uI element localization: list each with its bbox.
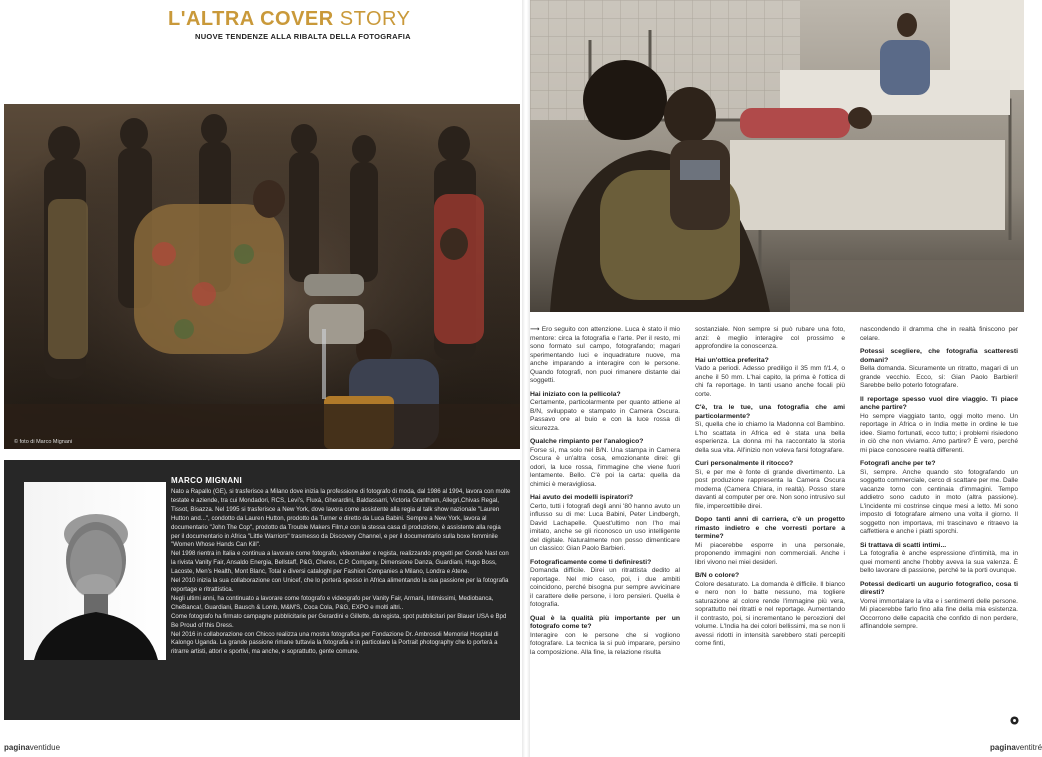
interview-answer: Ho sempre viaggiato tanto, oggi molto meno. Un reportage in Africa o in India mette in ordine le tue idee. Siamo fortunati, ecco tutto; i problemi risiedono in ciò che non viviamo. Amo partire? È vero, perché mi piace conoscere realtà differenti.	[860, 412, 1018, 454]
interview-question: C'è, tra le tue, una fotografia che ami particolarmente?	[695, 404, 845, 420]
interview-question: Dopo tanti anni di carriera, c'è un progetto rimasto indietro e che vorresti portare a termine?	[695, 516, 845, 540]
bio-name: MARCO MIGNANI	[171, 476, 243, 485]
interview-answer: La fotografia è anche espressione d'intimità, ma in quei momenti anche l'hobby aveva la sua valenza. È bello lavorare di passione, perché te la porti ovunque.	[860, 550, 1018, 574]
page-gutter	[522, 0, 530, 757]
interview-answer: Vado a periodi. Adesso prediligo il 35 mm f/1.4, o anche il 50 mm. L'hai capito, la prima è l'ottica di chi fa reportage. In tanti usano anche focali più corte.	[695, 365, 845, 398]
interview-answer: Sì, quella che io chiamo la Madonna col Bambino. L'ho scattata in Africa ed è stata una bella esperienza. La donna mi ha raccontato la storia della sua vita. All'inizio non voleva farsi fotografare.	[695, 421, 845, 454]
interview-question: Si trattava di scatti intimi...	[860, 541, 947, 549]
arrow-icon: ⟶	[530, 326, 542, 333]
bio-box	[4, 460, 520, 720]
interview-answer: nascondendo il dramma che in realtà finiscono per celare.	[860, 326, 1018, 342]
bio-paragraph: Come fotografo ha firmato campagne pubblicitarie per Gerardini e Gillette, da regista, spot pubblicitari per Blauer USA e Bpd Be Proud of this Dress.	[171, 612, 507, 629]
interview-answer: sostanziale. Non sempre si può rubare una foto, anzi: è meglio interagire col prossimo e approfondire la conoscenza.	[695, 326, 845, 350]
interview-question: Potessi scegliere, che fotografia scatteresti domani?	[860, 348, 1018, 364]
portrait-image	[24, 482, 166, 660]
photo-hospital-image	[530, 0, 1024, 312]
right-page	[530, 0, 1042, 757]
interview-question: Fotograficamente come ti definiresti?	[530, 558, 652, 566]
interview-answer: Colore desaturato. La domanda è difficile. Il bianco e nero non lo batte nessuno, ma togliere saturazione al colore rende l'immagine più vera, soprattutto nei ritratti e nel reportage. Aumentando il contrasto, poi, si incrementano le percezioni del volume. L'India ha dei colori bellissimi, ma se non li avessi ridotti in intensità sarebbero stati percepiti come finti,	[695, 580, 845, 647]
interview-answer: Certo, tutti i fotografi degli anni '80 hanno avuto un influsso su di me: Luca Babini, Peter Lindbergh, David Lachapelle. Quest'ultimo non l'ho mai imitato, anche se gli riconosco un uso intelligente del digitale. Naturalmente non posso dimenticare un classico: Gian Paolo Barbieri.	[530, 502, 680, 552]
interview-answer: Sì, sempre. Anche quando sto fotografando un soggetto commerciale, cerco di scattare per me. Dalle vacanze torno con centinaia d'immagini. Tempo addietro sono caduto in moto (altra passione). L'incidente mi costrinse cinque mesi a letto. Mi sono imposto di fotografare almeno una volta il giorno. Il soggetto non importava, mi trascinavo e ritraevo la caffettiera e anche i piatti sporchi.	[860, 468, 1018, 535]
interview-question: Hai avuto dei modelli ispiratori?	[530, 494, 634, 501]
page-title	[168, 8, 410, 31]
interview-answer: Sì, e per me è fonte di grande divertimento. La post produzione rappresenta la Camera Oscura moderna (Camera Chiara, in realtà). Posso stare davanti al computer per ore. Non sono intrusivo sul file, impercettibile direi.	[695, 468, 845, 510]
footer-left	[4, 743, 60, 752]
bio-paragraph: Nel 2016 in collaborazione con Chicco realizza una mostra fotografica per Fondazione Dr. Ambrosoli Memorial Hospital di Kalongo Uganda. La grande passione rimane tuttavia la fotografia e in particolare la Portrait photography che lo porterà a ritrarre artisti, attori e sportivi, ma anche, e soprattutto, gente comune.	[171, 630, 499, 656]
title-light: STORY	[339, 8, 411, 30]
interview-answer: Interagire con le persone che si vogliono fotografare. La tecnica la si può imparare, persino la composizione. Alla fine, la relazione risulta	[530, 631, 680, 656]
page-subtitle: NUOVE TENDENZE ALLA RIBALTA DELLA FOTOGRAFIA	[195, 32, 411, 41]
title-bold: L'ALTRA COVER	[168, 8, 334, 30]
interview-question: Qualche rimpianto per l'analogico?	[530, 438, 644, 445]
photo-credit: © foto di Marco Mignani	[14, 439, 73, 445]
interview-answer: Bella domanda. Sicuramente un ritratto, magari di un grande vecchio. Ecco, sì: Gian Paolo Barbieri! Sarebbe bello poterlo fotografare.	[860, 365, 1018, 389]
footer-right-rest: ventitré	[1015, 743, 1042, 752]
bio-paragraph: Nato a Rapallo (GE), si trasferisce a Milano dove inizia la professione di fotografo di moda, dal 1986 al 1994, lavora con molte testate e aziende, tra cui Mondadori, RCS, Levi's, Fluxá, Gherardini, Baldassarri, Victoria Grantham, Allegri,Chivas Regal, Tissot, Bisazza. Nel 1995 si trasferisce a New York, dove lavora come assistente alla regia al talk show nazionale "Lauren Hutton and...", condotto da Lauren Hutton, prodotto da Turner e diretto da Luca Babini. Sempre a New York, lavora al documentario "John The Cop", prodotto da Trouble Makers Film,e con la stessa casa di produzione, è assistente alla regia per il documentario in Africa "Little Warriors" trasmesso da Discovery Channel, e per il documentario sulla boxe femminile "Women Whose Hands Can Kill".	[171, 488, 511, 549]
interview-column-1	[530, 326, 680, 657]
interview-question: Qual è la qualità più importante per un fotografo come te?	[530, 614, 680, 630]
interview-answer: Domanda difficile. Direi un ritrattista dedito al reportage. Nel mio caso, poi, i due ambiti coincidono, perché bisogna pur sempre avvicinare il carattere delle persone, i loro pensieri. Quella è fotografia.	[530, 567, 680, 608]
interview-question: Fotografi anche per te?	[860, 460, 936, 467]
interview-question: Hai un'ottica preferita?	[695, 356, 769, 364]
interview-question: B/N o colore?	[695, 572, 740, 579]
interview-column-2	[695, 326, 845, 649]
bio-paragraph: Nel 1998 rientra in Italia e continua a lavorare come fotografo, videomaker e regista, realizzando progetti per Condè Nast con la rivista Vanity Fair, Ansaldo Energia, Bellstaff, P&G, Cheres, C.P. Company, Dimensione Danza, Guardiani, Hugo Boss, Lacoste, Men's Health, Mont Blanc, Total e diversi cataloghi per Fashion Companies a Milano, Londra e Atene.	[171, 550, 509, 576]
photo-hospital-mother-child	[530, 0, 1024, 312]
portrait-photo	[24, 482, 166, 660]
interview-question: Potessi dedicarti un augurio fotografico, cosa ti diresti?	[860, 580, 1018, 596]
footer-left-bold: pagina	[4, 743, 30, 752]
bio-text	[171, 488, 511, 657]
footer-left-rest: ventidue	[29, 743, 61, 752]
interview-column-3	[860, 326, 1018, 632]
interview-answer: Forse sì, ma solo nel B/N. Una stampa in Camera Oscura è un'altra cosa, emozionante direi: gli odori, la luce rossa, l'immagine che viene fuori lentamente. Bello. C'è poi la carta: quella da chimici è meravigliosa.	[530, 446, 680, 488]
photo-children-water	[4, 104, 520, 449]
interview-answer: Vorrei immortalare la vita e i sentimenti delle persone. Mi piacerebbe farlo fino alla fine della mia esistenza. Occorrono delle capacità che confido di non perdere, affinandole sempre.	[860, 597, 1018, 630]
end-mark-icon	[1010, 716, 1019, 725]
interview-answer-text: Ero seguito con attenzione. Luca è stato il mio mentore: circa la fotografia e l'arte. Per il resto, mi sono formato sul campo, fotografando; magari sperimentando luci e inquadrature nuove, ma anche imparando a interagire con le persone. Quando fotografi, non puoi rimanere distante dai soggetti.	[530, 326, 680, 384]
interview-question: Hai iniziato con la pellicola?	[530, 390, 621, 398]
footer-right-bold: pagina	[990, 743, 1016, 752]
interview-answer: Mi piacerebbe esporre in una personale, proponendo immagini non commerciali. Anche i libri vivono nei miei desideri.	[695, 541, 845, 566]
photo-children-water-image	[4, 104, 520, 449]
interview-answer	[530, 326, 680, 386]
interview-question: Curi personalmente il ritocco?	[695, 460, 794, 467]
bio-paragraph: Nel 2010 inizia la sua collaborazione con Unicef, che lo porterà spesso in Africa alimentando la sua passione per la fotografia reportage e ritrattistica.	[171, 577, 509, 593]
footer-right	[990, 743, 1042, 752]
interview-answer: Certamente, particolarmente per quanto attiene al B/N, sviluppato e stampato in Camera Oscura. Passavo ore al buio e con la luce rossa di sicurezza.	[530, 399, 680, 432]
bio-paragraph: Negli ultimi anni, ha continuato a lavorare come fotografo e videografo per Vanity Fair, Armani, Intimissimi, Mediobanca, CheBanca!, Guardiani, Bausch & Lomb, M&M'S, Coca Cola, P&G, EXPO e molti altri..	[171, 594, 494, 611]
interview-question: Il reportage spesso vuol dire viaggio. Ti piace anche partire?	[860, 395, 1018, 411]
